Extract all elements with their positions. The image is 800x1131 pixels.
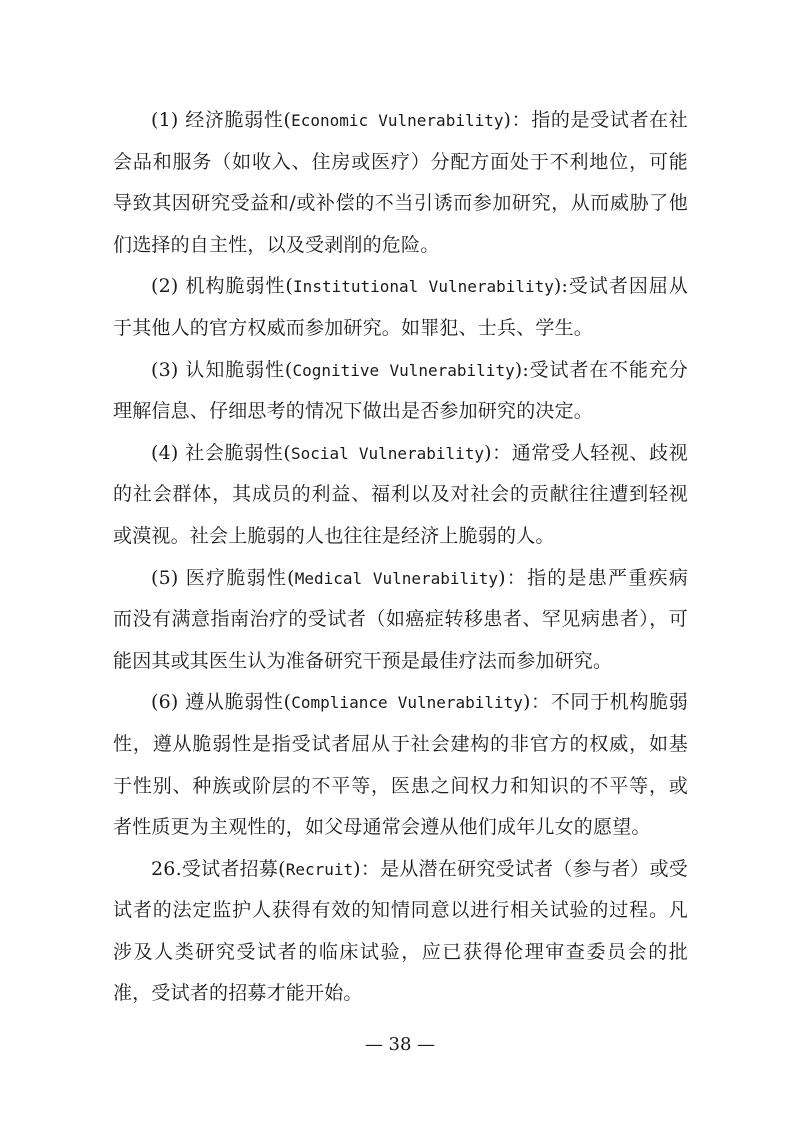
- english-term: Social Vulnerability: [290, 443, 485, 463]
- document-body: [113, 100, 688, 1015]
- paragraph-text: )：不同于机构脆弱性，遵从脆弱性是指受试者屈从于社会建构的非官方的权威，如基于性别、种族或阶层的不平等，医患之间权力和知识的不平等，或者性质更为主观性的，如父母通常会遵从他们成年儿女的愿望。: [113, 691, 689, 839]
- paragraph-cognitive-vulnerability: [113, 350, 688, 433]
- paragraph-prefix: 26.受试者招募(: [151, 857, 286, 880]
- paragraph-text: )：指的是受试者在社会品和服务（如收入、住房或医疗）分配方面处于不利地位，可能导致其因研究受益和/或补偿的不当引诱而参加研究，从而威胁了他们选择的自主性，以及受剥削的危险。: [113, 109, 689, 256]
- english-term: Institutional Vulnerability: [293, 277, 554, 297]
- paragraph-prefix: (6) 遵从脆弱性(: [151, 691, 292, 714]
- paragraph-text: )：通常受人轻视、歧视的社会群体，其成员的利益、福利以及对社会的贡献往往遭到轻视或漠视。社会上脆弱的人也往往是经济上脆弱的人。: [113, 441, 688, 547]
- english-term: Compliance Vulnerability: [291, 693, 523, 713]
- paragraph-prefix: (4) 社会脆弱性(: [151, 441, 291, 464]
- paragraph-text: ):受试者因屈从于其他人的官方权威而参加研究。如罪犯、士兵、学生。: [113, 275, 689, 339]
- paragraph-prefix: (1) 经济脆弱性(: [151, 109, 292, 131]
- english-term: Recruit: [285, 859, 354, 879]
- paragraph-prefix: (3) 认知脆弱性(: [151, 358, 293, 381]
- paragraph-text: )：是从潜在研究受试者（参与者）或受试者的法定监护人获得有效的知情同意以进行相关试验的过程。凡涉及人类研究受试者的临床试验，应已获得伦理审查委员会的批准，受试者的招募才能开始。: [113, 857, 688, 1005]
- paragraph-compliance-vulnerability: [113, 682, 688, 848]
- paragraph-medical-vulnerability: [113, 558, 688, 683]
- paragraph-recruit: [113, 849, 688, 1015]
- paragraph-text: ):受试者在不能充分理解信息、仔细思考的情况下做出是否参加研究的决定。: [113, 358, 688, 423]
- english-term: Economic Vulnerability: [291, 111, 504, 130]
- paragraph-prefix: (5) 医疗脆弱性(: [151, 566, 295, 589]
- paragraph-economic-vulnerability: [113, 100, 688, 266]
- paragraph-institutional-vulnerability: [113, 266, 688, 349]
- paragraph-text: )：指的是患严重疾病而没有满意指南治疗的受试者（如癌症转移患者、罕见病患者），可能因其或其医生认为准备研究干预是最佳疗法而参加研究。: [113, 566, 689, 672]
- paragraph-social-vulnerability: [113, 433, 688, 558]
- paragraph-prefix: (2) 机构脆弱性(: [151, 275, 294, 298]
- page-number: — 38 —: [364, 1034, 436, 1055]
- english-term: Medical Vulnerability: [294, 568, 499, 588]
- english-term: Cognitive Vulnerability: [292, 360, 515, 380]
